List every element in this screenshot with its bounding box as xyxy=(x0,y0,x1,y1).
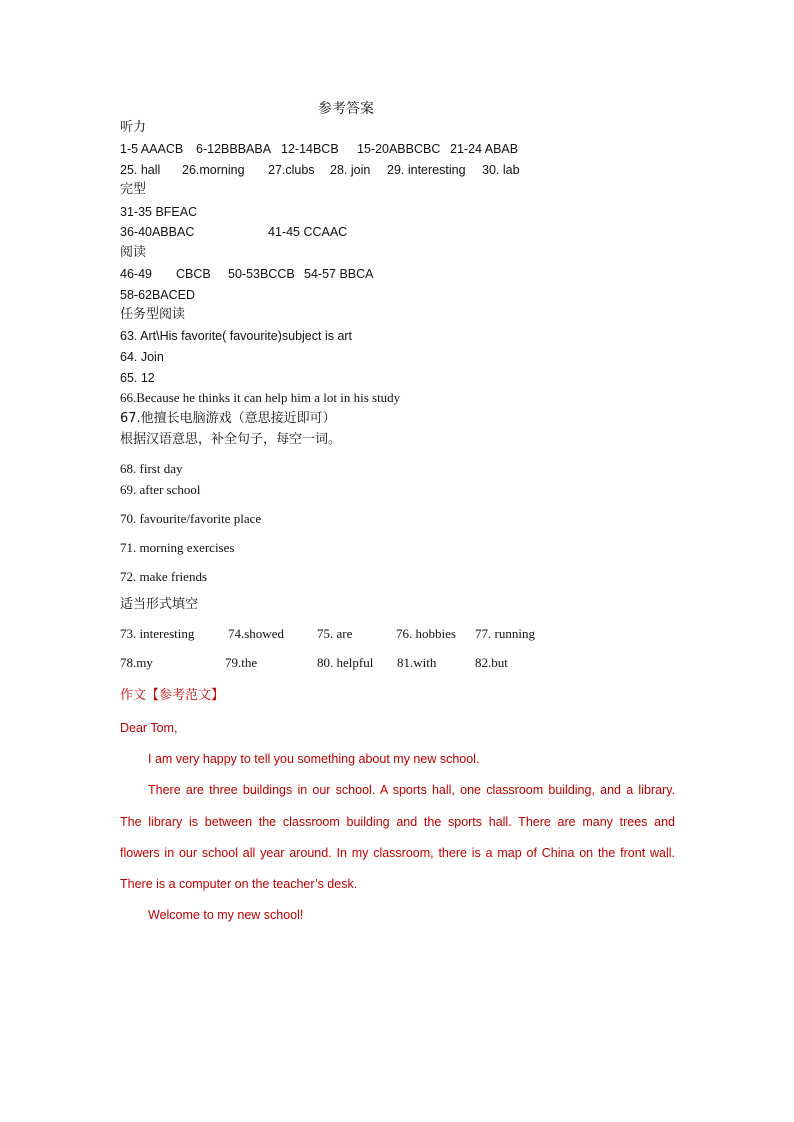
answer-item: 50-53BCCB xyxy=(228,267,295,281)
letter-greeting: Dear Tom, xyxy=(120,721,178,735)
answer-65: 65. 12 xyxy=(120,371,155,385)
answer-item: 82.but xyxy=(475,655,508,670)
answer-item: 75. are xyxy=(317,626,353,641)
word-forms-heading: 适当形式填空 xyxy=(120,597,199,612)
answer-item: 36-40ABBAC xyxy=(120,225,195,239)
letter-paragraph-2-line-2: The library is between the classroom building and the sports hall. There are many trees and xyxy=(120,815,675,829)
composition-heading: 作文【参考范文】 xyxy=(120,688,225,703)
reading-heading: 阅读 xyxy=(120,245,147,260)
answer-item: 81.with xyxy=(397,655,437,670)
letter-paragraph-2-line-3: flowers in our school all year around. In my classroom, there is a map of China on the front wall. xyxy=(120,846,675,860)
answer-item: 28. join xyxy=(330,163,371,177)
answer-67: 67.他擅长电脑游戏（意思接近即可） xyxy=(120,411,336,426)
answer-69: 69. after school xyxy=(120,482,201,497)
reading-answers-row-2: 58-62BACED xyxy=(120,288,196,302)
sentence-completion-instruction: 根据汉语意思，补全句子，每空一词。 xyxy=(120,432,342,447)
answer-item: 77. running xyxy=(475,626,535,641)
answer-63: 63. Art\His favorite( favourite)subject is art xyxy=(120,329,353,343)
answer-item: 29. interesting xyxy=(387,163,466,177)
answer-72: 72. make friends xyxy=(120,569,208,584)
answer-item: 54-57 BBCA xyxy=(304,267,374,281)
letter-paragraph-1: I am very happy to tell you something about my new school. xyxy=(148,752,480,766)
answer-item: CBCB xyxy=(176,267,211,281)
letter-paragraph-2-line-4: There is a computer on the teacher’s desk. xyxy=(120,877,358,891)
letter-closing: Welcome to my new school! xyxy=(148,908,304,922)
answer-item: 26.morning xyxy=(182,163,245,177)
cloze-answers-row-1: 31-35 BFEAC xyxy=(120,205,198,219)
answer-66: 66.Because he thinks it can help him a lot in his study xyxy=(120,390,401,405)
answer-item: 30. lab xyxy=(482,163,520,177)
answer-item: 12-14BCB xyxy=(281,142,339,156)
answer-64: 64. Join xyxy=(120,350,164,364)
answer-item: 15-20ABBCBC xyxy=(357,142,441,156)
answer-item: 46-49 xyxy=(120,267,152,281)
answer-item: 27.clubs xyxy=(268,163,315,177)
page-title: 参考答案 xyxy=(318,101,374,117)
answer-item: 25. hall xyxy=(120,163,161,177)
answer-item: 21-24 ABAB xyxy=(450,142,519,156)
answer-68: 68. first day xyxy=(120,461,183,476)
answer-item: 74.showed xyxy=(228,626,284,641)
answer-item: 73. interesting xyxy=(120,626,195,641)
answer-71: 71. morning exercises xyxy=(120,540,235,555)
answer-item: 80. helpful xyxy=(317,655,374,670)
answer-item: 78.my xyxy=(120,655,153,670)
task-reading-heading: 任务型阅读 xyxy=(120,307,186,322)
answer-item: 41-45 CCAAC xyxy=(268,225,348,239)
answer-item: 6-12BBBABA xyxy=(196,142,272,156)
answer-item: 1-5 AAACB xyxy=(120,142,184,156)
answer-70: 70. favourite/favorite place xyxy=(120,511,262,526)
cloze-heading: 完型 xyxy=(120,182,147,197)
answer-item: 79.the xyxy=(225,655,258,670)
listening-heading: 听力 xyxy=(120,120,147,135)
answer-item: 76. hobbies xyxy=(396,626,456,641)
letter-paragraph-2-line-1: There are three buildings in our school. A sports hall, one classroom building, and a library. xyxy=(148,783,675,797)
